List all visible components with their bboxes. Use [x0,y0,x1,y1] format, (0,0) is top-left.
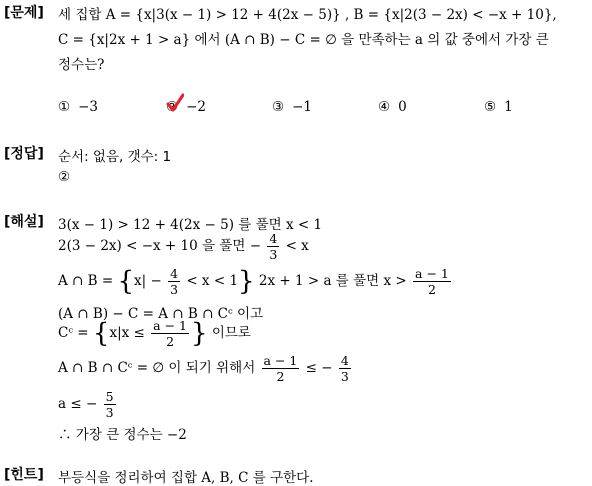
solution-line-7 [58,389,118,420]
solution-line-8: ∴ 가장 큰 정수는 −2 [58,427,187,443]
option-value: −3 [78,99,99,115]
check-mark-icon [166,93,184,113]
solution-line-1: 3(x − 1) > 12 + 4(2x − 5) 를 풀면 x < 1 [58,217,323,233]
fraction [262,353,300,384]
right-brace: } [190,318,208,349]
solution-line-3 [58,266,453,297]
numerator: 4 [170,266,179,281]
solution-tag: [해설] [4,214,44,230]
fraction [267,231,279,262]
text: < x [285,238,309,254]
problem-line-1: 세 집합 A = {x|3(x − 1) > 12 + 4(2x − 5)} , B = {x|2(3 − 2x) < −x + 10}, [58,7,557,23]
denominator: 3 [105,405,114,420]
denominator: 3 [340,369,349,384]
text: 이므로 [211,325,251,341]
option-5[interactable] [484,99,513,115]
option-3[interactable] [272,99,312,115]
denominator: 2 [427,282,436,297]
text: A ∩ B ∩ Cᶜ = ∅ 이 되기 위해서 [58,360,256,376]
fraction [104,389,116,420]
right-brace: } [238,266,255,297]
denominator: 2 [276,369,285,384]
option-4[interactable] [378,99,407,115]
left-brace: { [117,266,135,297]
option-1[interactable] [58,99,98,115]
text: ≤ − [305,360,333,376]
option-value: 0 [398,99,407,115]
fraction [339,353,351,384]
text: x|x ≤ [109,325,145,341]
text: A ∩ B = [58,273,114,289]
fraction [413,266,451,297]
numerator: 5 [105,389,114,404]
denominator: 3 [269,247,278,262]
option-value: −2 [186,99,207,115]
problem-line-3: 정수는? [58,57,105,73]
text: 2(3 − 2x) < −x + 10 을 풀면 − [58,238,262,254]
option-number: ① [58,99,71,115]
hint-text: 부등식을 정리하여 집합 A, B, C 를 구한다. [58,470,314,486]
numerator: a − 1 [415,266,449,281]
numerator: 4 [269,231,278,246]
denominator: 3 [170,282,179,297]
solution-line-4: (A ∩ B) − C = A ∩ B ∩ Cᶜ 이고 [58,306,264,322]
numerator: a − 1 [263,353,298,368]
solution-line-2 [58,231,309,262]
problem-line-2: C = {x|2x + 1 > a} 에서 (A ∩ B) − C = ∅ 을 만족하는 a 의 값 중에서 가장 큰 [58,32,549,48]
answer-tag: [정답] [4,146,44,162]
denominator: 2 [166,334,175,349]
fraction [151,318,189,349]
text: < x < 1 [186,273,239,289]
fraction [168,266,180,297]
problem-tag: [문제] [4,5,44,21]
answer-meta: 순서: 없음, 갯수: 1 [58,149,172,165]
numerator: 4 [340,353,349,368]
solution-line-6 [58,353,353,384]
option-number: ③ [272,99,285,115]
numerator: a − 1 [153,318,187,333]
option-number: ④ [378,99,391,115]
option-value: 1 [504,99,513,115]
text: a ≤ − [58,396,98,412]
solution-line-5 [58,318,251,349]
option-value: −1 [292,99,313,115]
hint-tag: [힌트] [4,467,44,483]
text: 2x + 1 > a 를 풀면 x > [258,273,407,289]
answer-value: ② [58,169,71,185]
option-number: ⑤ [484,99,497,115]
text: x| − [134,273,162,289]
text: Cᶜ = [58,325,89,341]
option-number: ② [166,99,179,115]
left-brace: { [92,318,110,349]
